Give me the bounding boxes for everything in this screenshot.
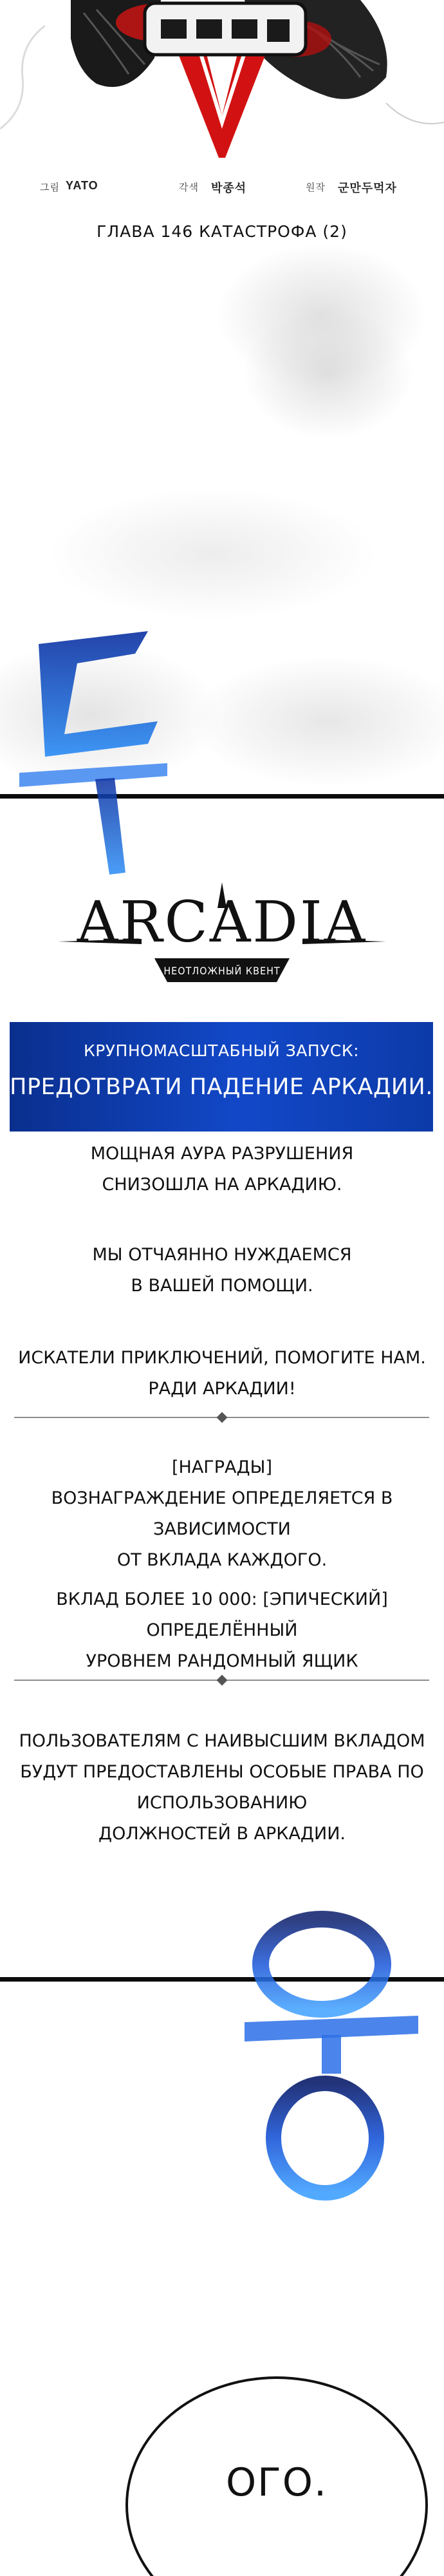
message-line: ИСКАТЕЛИ ПРИКЛЮЧЕНИЙ, ПОМОГИТЕ НАМ.: [18, 1348, 426, 1368]
privileges-line: БУДУТ ПРЕДОСТАВЛЕНЫ ОСОБЫЕ ПРАВА ПО ИСПОЛЬЗОВАНИЮ: [20, 1762, 424, 1813]
credit-label-art: 그림: [40, 182, 60, 193]
credit-value-art: YATO: [66, 179, 98, 192]
sfx-first: [19, 618, 174, 876]
title-logo-graphic: [0, 0, 444, 161]
privileges-line: ПОЛЬЗОВАТЕЛЯМ С НАИВЫСШИМ ВКЛАДОМ: [19, 1731, 425, 1751]
message-line: В ВАШЕЙ ПОМОЩИ.: [131, 1276, 313, 1296]
quest-banner: [10, 1022, 433, 1132]
privileges-paragraph: [0, 1726, 444, 1850]
smoke-cloud: [193, 657, 444, 786]
banner-line-2: ПРЕДОТВРАТИ ПАДЕНИЕ АРКАДИИ.: [10, 1074, 433, 1100]
banner-line-1: КРУПНОМАСШТАБНЫЙ ЗАПУСК:: [83, 1041, 359, 1060]
smoke-cloud: [51, 489, 373, 618]
message-line: МЫ ОТЧАЯННО НУЖДАЕМСЯ: [92, 1245, 352, 1265]
sfx-second: [245, 1906, 425, 2209]
rewards-line: ВКЛАД БОЛЕЕ 10 000: [ЭПИЧЕСКИЙ] ОПРЕДЕЛЁННЫЙ: [56, 1589, 388, 1640]
title-logo-art: [0, 0, 444, 161]
rewards-line: ОТ ВКЛАДА КАЖДОГО.: [116, 1550, 328, 1570]
rewards-paragraph: [0, 1452, 444, 1576]
rewards-paragraph: [0, 1584, 444, 1677]
speech-bubble-text: ОГО.: [225, 2460, 328, 2505]
arcadia-wordmark: ARCADIA: [77, 889, 367, 955]
privileges-line: ДОЛЖНОСТЕЙ В АРКАДИИ.: [98, 1824, 346, 1844]
credit-value-adapt: 박종석: [211, 182, 247, 194]
credit-label-original: 원작: [306, 182, 326, 193]
message-line: СНИЗОШЛА НА АРКАДИЮ.: [102, 1175, 342, 1195]
arcadia-subtitle: НЕОТЛОЖНЫЙ КВЕНТ: [163, 965, 281, 977]
sfx-first-graphic: [19, 618, 174, 876]
chapter-title: ГЛАВА 146 КАТАСТРОФА (2): [97, 222, 347, 241]
rewards-line: УРОВНЕМ РАНДОМНЫЙ ЯЩИК: [86, 1651, 358, 1671]
message-line: МОЩНАЯ АУРА РАЗРУШЕНИЯ: [90, 1144, 354, 1164]
divider-diamond: [217, 1412, 228, 1423]
message-line: РАДИ АРКАДИИ!: [148, 1379, 296, 1399]
smoke-cloud: [245, 309, 412, 438]
credit-label-adapt: 각색: [179, 182, 199, 193]
credit-value-original: 군만두먹자: [338, 182, 397, 194]
rewards-line: ВОЗНАГРАЖДЕНИЕ ОПРЕДЕЛЯЕТСЯ В ЗАВИСИМОСТИ: [51, 1488, 393, 1539]
message-paragraph: [0, 1343, 444, 1405]
rewards-line: [НАГРАДЫ]: [172, 1457, 272, 1477]
sfx-second-graphic: [245, 1906, 425, 2209]
message-paragraph: [0, 1139, 444, 1200]
message-paragraph: [0, 1240, 444, 1302]
